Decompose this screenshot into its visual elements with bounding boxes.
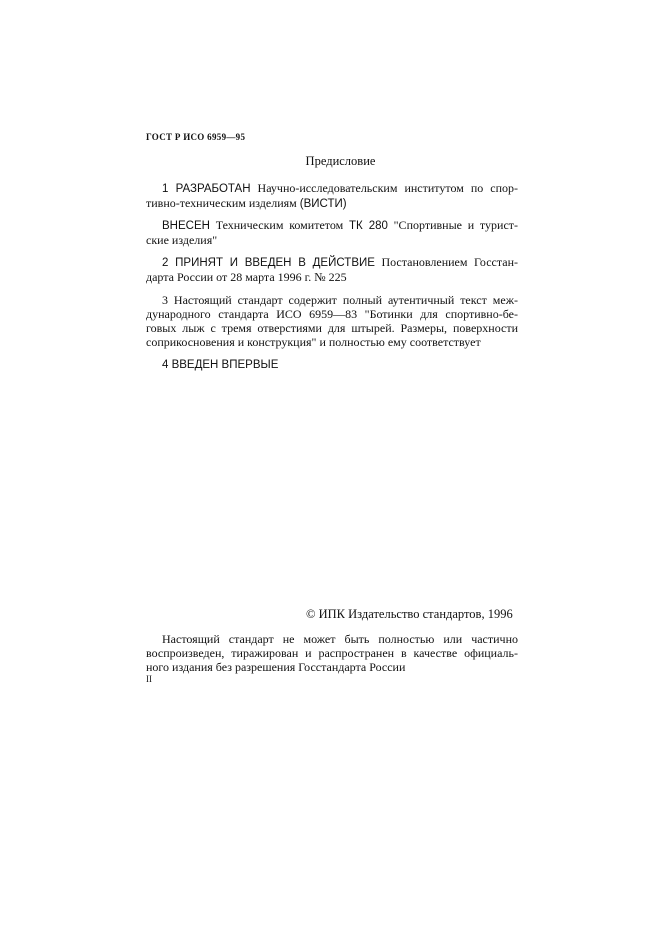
section-title: Предисловие xyxy=(305,154,376,168)
item-introduced-line2: ские изделия" xyxy=(146,233,218,247)
item-first-introduced-line xyxy=(146,357,518,372)
item-first-introduced xyxy=(146,357,518,372)
reproduction-notice-line1: Настоящий стандарт не может быть полностью или частично xyxy=(162,632,518,646)
item-developed-line2-text: тивно-техническим изделиям xyxy=(146,196,300,210)
item-adopted-text: Постановлением Госстан- xyxy=(374,255,518,269)
item-developed xyxy=(146,181,518,211)
item-adopted-lead: 2 ПРИНЯТ И ВВЕДЕН В ДЕЙСТВИЕ xyxy=(162,257,375,269)
copyright-line: © ИПК Издательство стандартов, 1996 xyxy=(306,607,513,621)
item-developed-line2 xyxy=(146,196,518,211)
reproduction-notice xyxy=(146,632,518,674)
item-developed-abbr: (ВИСТИ) xyxy=(299,198,347,210)
item-adopted-line1 xyxy=(146,255,518,270)
item-first-introduced-lead: 4 ВВЕДЕН ВПЕРВЫЕ xyxy=(162,359,279,371)
item-content-line2: дународного стандарта ИСО 6959—83 "Ботинки для спортивно-бе- xyxy=(146,307,518,321)
item-introduced-text: Техническим комитетом xyxy=(209,218,349,232)
item-content-line1: 3 Настоящий стандарт содержит полный аутентичный текст меж- xyxy=(162,293,518,307)
item-introduced-line1 xyxy=(146,218,518,233)
item-adopted xyxy=(146,255,518,284)
item-developed-lead: 1 РАЗРАБОТАН xyxy=(162,183,251,195)
item-developed-text: Научно-исследовательским институтом по спор- xyxy=(250,181,518,195)
reproduction-notice-line2: воспроизведен, тиражирован и распространен в качестве официаль- xyxy=(146,646,518,660)
item-introduced-text-b: "Спортивные и турист- xyxy=(387,218,519,232)
item-introduced xyxy=(146,218,518,247)
item-introduced-tk: ТК 280 xyxy=(349,220,388,232)
item-content-line4: соприкосновения и конструкция" и полностью ему соответствует xyxy=(146,335,481,349)
item-content-line3: говых лыж с тремя отверстиями для штырей. Размеры, поверхности xyxy=(146,321,518,335)
page-number: II xyxy=(146,674,152,684)
document-header: ГОСТ Р ИСО 6959—95 xyxy=(146,132,246,142)
item-adopted-line2: дарта России от 28 марта 1996 г. № 225 xyxy=(146,270,347,284)
item-introduced-lead: ВНЕСЕН xyxy=(162,220,210,232)
reproduction-notice-line3: ного издания без разрешения Госстандарта России xyxy=(146,660,406,674)
item-content xyxy=(146,293,518,349)
item-developed-line1 xyxy=(146,181,518,196)
